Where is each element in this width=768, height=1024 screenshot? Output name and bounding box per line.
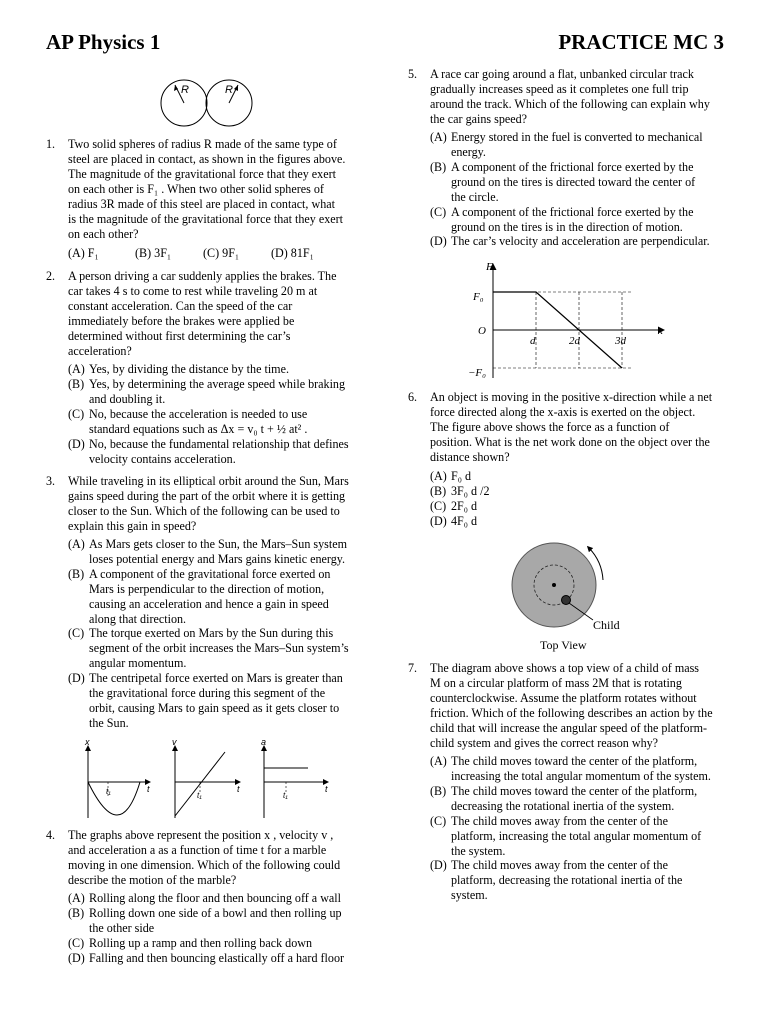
stem-line: child system and gives the correct reason why? [430, 736, 659, 750]
option-letter: (A) [430, 130, 447, 144]
option-letter: (D) [68, 671, 85, 685]
option-line: The child moves away from the center of the [451, 858, 668, 872]
option-letter: (D) [430, 514, 447, 528]
spheres-figure [156, 76, 256, 130]
t1-label: t₁ [197, 791, 202, 800]
option-letter: (B) [68, 906, 85, 920]
sphere-left-radius-label: R [181, 84, 189, 96]
option-line: ground on the tires is directed toward the center of [451, 175, 696, 189]
option-line: along that direction. [89, 612, 187, 626]
option-line: 2F₀ d [451, 499, 478, 513]
option-line: the circle. [451, 190, 499, 204]
option-line: loses potential energy and Mars gains kinetic energy. [89, 552, 346, 566]
stem-line: immediately before the brakes were applied be [68, 314, 295, 328]
a-axis-label: a [261, 738, 267, 747]
stem-line: is the magnitude of the gravitational force that they exert [68, 212, 344, 226]
option-line: Yes, by dividing the distance by the time. [89, 362, 289, 376]
question-number: 4. [46, 828, 56, 842]
option-letter: (B) [430, 784, 447, 798]
origin-label: O [478, 325, 486, 337]
stem-line: position. What is the net work done on the object over the [430, 435, 710, 449]
question-number: 7. [408, 661, 418, 675]
option-line: Rolling down one side of a bowl and then rolling up [89, 906, 342, 920]
question-number: 6. [408, 390, 418, 404]
option-letter: (D) [430, 234, 447, 248]
option-line: standard equations such as Δx = v₀ t + ½ at² . [89, 422, 308, 436]
q1-option-c[interactable]: (C) 9F₁ [203, 246, 240, 260]
stem-line: gains speed during the part of the orbit where it is getting [68, 489, 346, 503]
option-line: A component of the frictional force exerted by the [451, 205, 694, 219]
option-letter: (D) [68, 437, 85, 451]
stem-line: force directed along the x-axis is exerted on the object. [430, 405, 696, 419]
stem-line: and acceleration a as a function of time t for a marble [68, 843, 327, 857]
center-dot [552, 583, 556, 587]
acceleration-graph [261, 738, 328, 818]
position-graph [84, 738, 150, 818]
option-line: orbit, causing Mars to gain speed as it gets closer to [89, 701, 340, 715]
question-number: 3. [46, 474, 56, 488]
option-line: decreasing the rotational inertia of the system. [451, 799, 675, 813]
option-line: The child moves toward the center of the platform, [451, 784, 698, 798]
option-line: The car’s velocity and acceleration are perpendicular. [451, 234, 710, 248]
option-line: Energy stored in the fuel is converted to mechanical [451, 130, 703, 144]
stem-line: explain this gain in speed? [68, 519, 197, 533]
t-axis-label: t [325, 784, 328, 794]
option-letter: (B) [430, 160, 447, 174]
option-line: the system. [451, 844, 506, 858]
stem-line: The diagram above shows a top view of a child of mass [430, 661, 700, 675]
option-line: Mars is perpendicular to the direction of motion, [89, 582, 325, 596]
question-stem [68, 474, 349, 534]
option-line: angular momentum. [89, 656, 187, 670]
t1-label: t₁ [106, 787, 111, 796]
option-line: No, because the acceleration is needed to use [89, 407, 308, 421]
stem-line: The figure above shows the force as a function of [430, 420, 670, 434]
question-number: 1. [46, 137, 56, 151]
option-line: platform, decreasing the rotational inertia of the [451, 873, 683, 887]
option-line: platform, increasing the total angular momentum of [451, 829, 702, 843]
option-letter: (C) [68, 407, 85, 421]
option-letter: (C) [430, 814, 447, 828]
stem-line: describe the motion of the marble? [68, 873, 237, 887]
question-stem [430, 67, 710, 127]
page-title: AP Physics 1 [46, 30, 161, 54]
option-letter: (A) [68, 891, 85, 905]
option-line: causing an acceleration and hence a gain in speed [89, 597, 329, 611]
stem-line: A race car going around a flat, unbanked circular track [430, 67, 694, 81]
option-line: The child moves away from the center of the [451, 814, 668, 828]
stem-line: distance shown? [430, 450, 510, 464]
stem-line: steel are placed in contact, as shown in the figures above. [68, 152, 346, 166]
stem-line: constant acceleration. Can the speed of the car [68, 299, 293, 313]
option-letter: (B) [68, 377, 85, 391]
stem-line: radius 3R made of this steel are placed in contact, what [68, 197, 335, 211]
stem-line: The magnitude of the gravitational force that they exert [68, 167, 336, 181]
question-stem [68, 137, 345, 242]
option-line: Yes, by determining the average speed while braking [89, 377, 346, 391]
x-tick-2d: 2d [569, 335, 580, 347]
option-letter: (D) [68, 951, 85, 965]
option-letter: (A) [430, 754, 447, 768]
option-line: increasing the total angular momentum of the system. [451, 769, 711, 783]
velocity-graph [172, 738, 240, 818]
sphere-right-radius-label: R [225, 84, 233, 96]
stem-line: moving in one dimension. Which of the following could [68, 858, 341, 872]
option-line: F₀ d [451, 469, 472, 483]
option-letter: (A) [68, 537, 85, 551]
force-position-chart [468, 256, 678, 386]
option-letter: (C) [68, 626, 85, 640]
option-line: No, because the fundamental relationship that defines [89, 437, 349, 451]
option-line: As Mars gets closer to the Sun, the Mars–Sun system [89, 537, 347, 551]
stem-line: child that will increase the angular speed of the platform- [430, 721, 708, 735]
t1-label: t₁ [283, 791, 288, 800]
rotating-platform-figure [505, 540, 645, 655]
question-stem [430, 390, 712, 465]
question-stem [68, 828, 340, 888]
option-line: system. [451, 888, 488, 902]
option-line: The centripetal force exerted on Mars is greater than [89, 671, 343, 685]
question-stem [430, 661, 713, 751]
option-letter: (C) [68, 936, 85, 950]
option-line: Rolling up a ramp and then rolling back down [89, 936, 313, 950]
stem-line: M on a circular platform of mass 2M that is rotating [430, 676, 682, 690]
option-line: The torque exerted on Mars by the Sun during this [89, 626, 334, 640]
y-tick-neg-f0: −F₀ [468, 367, 486, 379]
x-tick-d: d [530, 335, 536, 347]
option-letter: (B) [68, 567, 85, 581]
child-label: Child [593, 618, 620, 632]
option-line: Rolling along the floor and then bouncing off a wall [89, 891, 342, 905]
y-axis-label: F [486, 261, 493, 273]
option-line: and doubling it. [89, 392, 166, 406]
question-number: 5. [408, 67, 418, 81]
option-line: segment of the orbit increases the Mars–Sun system’s [89, 641, 349, 655]
x-axis-label: x [658, 325, 663, 337]
option-letter: (A) [68, 362, 85, 376]
q1-option-d[interactable]: (D) 81F₁ [271, 246, 314, 260]
stem-line: While traveling in its elliptical orbit around the Sun, Mars [68, 474, 349, 488]
option-line: energy. [451, 145, 486, 159]
v-axis-label: v [172, 738, 177, 747]
x-axis-label: x [85, 738, 90, 747]
option-line: the other side [89, 921, 155, 935]
option-line: 4F₀ d [451, 514, 478, 528]
stem-line: on each other? [68, 227, 139, 241]
y-tick-f0: F₀ [473, 291, 484, 303]
stem-line: Two solid spheres of radius R made of the same type of [68, 137, 337, 151]
stem-line: determined without first determining the car’s [68, 329, 291, 343]
stem-line: A person driving a car suddenly applies the brakes. The [68, 269, 337, 283]
x-tick-3d: 3d [615, 335, 626, 347]
option-line: Falling and then bouncing elastically off a hard floor [89, 951, 345, 965]
stem-line: on each other is F₁ . When two other solid spheres of [68, 182, 324, 196]
option-line: A component of the gravitational force exerted on [89, 567, 331, 581]
stem-line: counterclockwise. Assume the platform rotates without [430, 691, 697, 705]
q1-option-a[interactable]: (A) F₁ [68, 246, 99, 260]
t-axis-label: t [147, 784, 150, 794]
stem-line: friction. Which of the following describes an action by the [430, 706, 713, 720]
option-letter: (A) [430, 469, 447, 483]
option-line: A component of the frictional force exerted by the [451, 160, 694, 174]
option-letter: (C) [430, 499, 447, 513]
stem-line: the car gains speed? [430, 112, 528, 126]
option-letter: (B) [430, 484, 447, 498]
option-line: ground on the tires is in the direction of motion. [451, 220, 683, 234]
option-line: 3F₀ d /2 [451, 484, 490, 498]
question-number: 2. [46, 269, 56, 283]
t-axis-label: t [237, 784, 240, 794]
option-line: the Sun. [89, 716, 129, 730]
stem-line: car takes 4 s to come to rest while traveling 20 m at [68, 284, 318, 298]
option-line: velocity contains acceleration. [89, 452, 236, 466]
q1-option-b[interactable]: (B) 3F₁ [135, 246, 172, 260]
practice-label: PRACTICE MC 3 [558, 30, 724, 54]
option-line: The child moves toward the center of the platform, [451, 754, 698, 768]
motion-graphs-figure [80, 738, 340, 823]
stem-line: The graphs above represent the position x , velocity v , [68, 828, 334, 842]
option-letter: (D) [430, 858, 447, 872]
stem-line: around the track. Which of the following can explain why [430, 97, 710, 111]
question-stem [68, 269, 336, 359]
stem-line: acceleration? [68, 344, 132, 358]
option-letter: (C) [430, 205, 447, 219]
stem-line: gradually increases speed as it completes one full trip [430, 82, 689, 96]
option-line: the gravitational force during this segment of the [89, 686, 326, 700]
top-view-caption: Top View [540, 638, 587, 652]
stem-line: An object is moving in the positive x-direction while a net [430, 390, 713, 404]
stem-line: closer to the Sun. Which of the following can be used to [68, 504, 340, 518]
